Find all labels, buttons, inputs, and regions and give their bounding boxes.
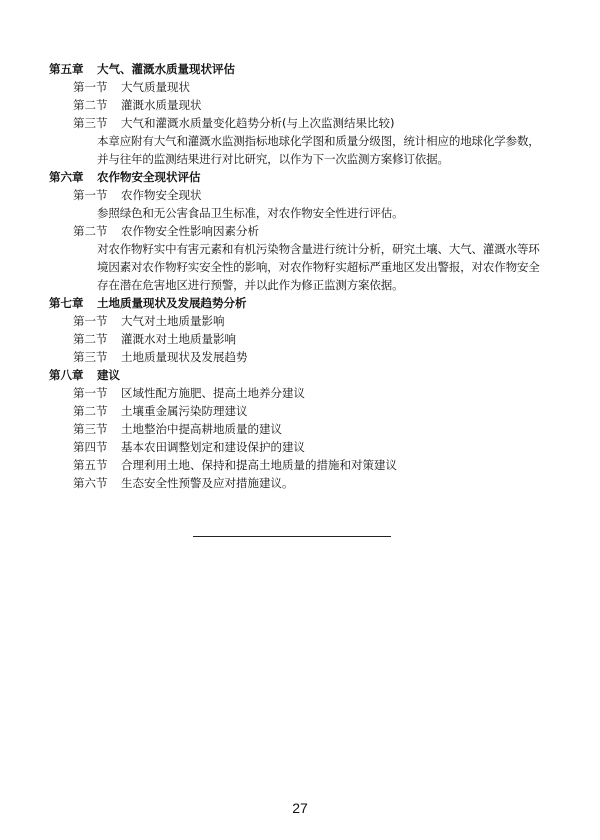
note-line: 参照绿色和无公害食品卫生标准，对农作物安全性进行评估。 — [97, 206, 404, 220]
section-heading — [49, 186, 564, 204]
section-heading — [49, 456, 564, 474]
note-line: 对农作物籽实中有害元素和有机污染物含量进行统计分析，研究土壤、大气、灌溉水等环 — [97, 242, 540, 256]
section-heading — [49, 420, 564, 438]
section-label: 第四节 — [73, 440, 108, 454]
section-heading — [49, 114, 564, 132]
section-heading — [49, 78, 564, 96]
section-heading — [49, 384, 564, 402]
chapter-heading — [49, 60, 564, 78]
section-label: 第三节 — [73, 116, 108, 130]
section-heading — [49, 312, 564, 330]
section-heading — [49, 402, 564, 420]
chapter-label: 第七章 — [49, 296, 84, 310]
section-label: 第一节 — [73, 188, 108, 202]
section-title: 大气质量现状 — [121, 80, 190, 94]
section-heading — [49, 222, 564, 240]
section-title: 合理利用土地、保持和提高土地质量的措施和对策建议 — [121, 458, 397, 472]
chapter-heading — [49, 168, 564, 186]
chapter-heading — [49, 294, 564, 312]
section-heading — [49, 96, 564, 114]
section-title: 区域性配方施肥、提高土地养分建议 — [121, 386, 305, 400]
section-title: 灌溉水质量现状 — [121, 98, 202, 112]
section-label: 第二节 — [73, 332, 108, 346]
section-title: 土壤重金属污染防理建议 — [121, 404, 248, 418]
section-label: 第三节 — [73, 422, 108, 436]
chapter-title: 土地质量现状及发展趋势分析 — [97, 296, 247, 310]
section-label: 第六节 — [73, 476, 108, 490]
section-heading — [49, 330, 564, 348]
chapter-label: 第八章 — [49, 368, 84, 382]
page-number: 27 — [292, 800, 308, 816]
section-title: 土地质量现状及发展趋势 — [121, 350, 248, 364]
section-title: 生态安全性预警及应对措施建议。 — [121, 476, 294, 490]
section-title: 灌溉水对土地质量影响 — [121, 332, 236, 346]
section-label: 第一节 — [73, 386, 108, 400]
document-outline — [49, 60, 564, 492]
chapter-label: 第五章 — [49, 62, 84, 76]
section-label: 第五节 — [73, 458, 108, 472]
section-title: 农作物安全现状 — [121, 188, 202, 202]
chapter-title: 建议 — [97, 368, 120, 382]
section-heading — [49, 474, 564, 492]
section-title: 农作物安全性影响因素分析 — [121, 224, 259, 238]
end-divider-line — [193, 536, 391, 537]
section-title: 大气和灌溉水质量变化趋势分析(与上次监测结果比较) — [121, 116, 395, 130]
section-title: 土地整治中提高耕地质量的建议 — [121, 422, 282, 436]
chapter-title: 大气、灌溉水质量现状评估 — [97, 62, 235, 76]
note-line: 存在潜在危害地区进行预警，并以此作为修正监测方案依据。 — [97, 278, 404, 292]
section-label: 第二节 — [73, 404, 108, 418]
chapter-heading — [49, 366, 564, 384]
section-label: 第一节 — [73, 314, 108, 328]
note-line: 本章应附有大气和灌溉水监测指标地球化学图和质量分级图，统计相应的地球化学参数， — [97, 134, 540, 148]
section-label: 第一节 — [73, 80, 108, 94]
chapter-label: 第六章 — [49, 170, 84, 184]
section-heading — [49, 348, 564, 366]
section-label: 第二节 — [73, 98, 108, 112]
section-label: 第二节 — [73, 224, 108, 238]
section-label: 第三节 — [73, 350, 108, 364]
chapter-title: 农作物安全现状评估 — [97, 170, 201, 184]
section-title: 大气对土地质量影响 — [121, 314, 225, 328]
section-title: 基本农田调整划定和建设保护的建议 — [121, 440, 305, 454]
note-line: 并与往年的监测结果进行对比研究，以作为下一次监测方案修订依据。 — [97, 152, 449, 166]
note-line: 境因素对农作物籽实安全性的影响，对农作物籽实超标严重地区发出警报，对农作物安全 — [97, 260, 540, 274]
section-heading — [49, 438, 564, 456]
